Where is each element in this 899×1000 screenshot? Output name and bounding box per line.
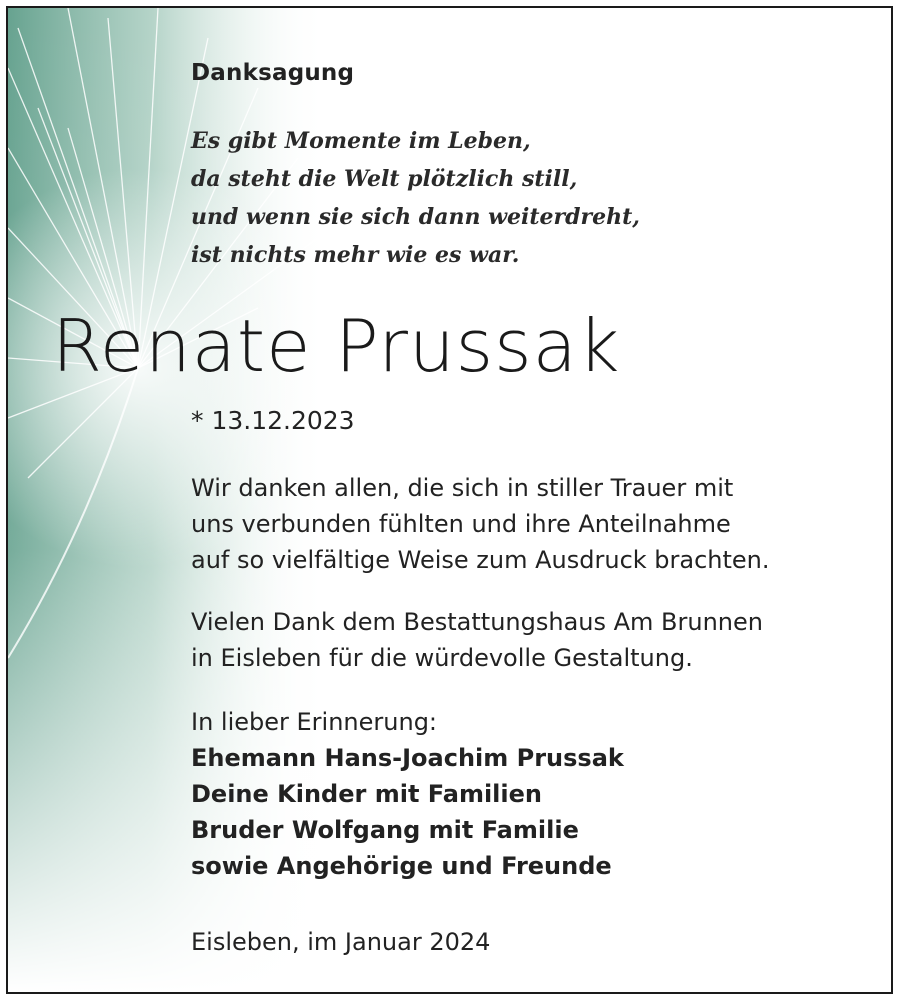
deceased-name: Renate Prussak [52,304,621,388]
funeral-home-line: Vielen Dank dem Bestattungshaus Am Brunnen [191,608,763,636]
obituary-content [8,8,891,992]
thanks-line: uns verbunden fühlten und ihre Anteilnahme [191,510,731,538]
funeral-home-line: in Eisleben für die würdevolle Gestaltung. [191,644,693,672]
mourner-line: Deine Kinder mit Familien [191,780,542,808]
place-and-date: Eisleben, im Januar 2024 [191,928,491,956]
funeral-home-paragraph [191,604,763,676]
birth-date: * 13.12.2023 [191,406,355,435]
mourner-line: sowie Angehörige und Freunde [191,852,612,880]
remembrance-label: In lieber Erinnerung: [191,708,438,736]
poem-line: ist nichts mehr wie es war. [191,242,520,268]
thanks-line: Wir danken allen, die sich in stiller Trauer mit [191,474,734,502]
poem [191,122,640,274]
poem-line: und wenn sie sich dann weiterdreht, [191,204,640,230]
mourner-line: Bruder Wolfgang mit Familie [191,816,579,844]
obituary-card [6,6,893,994]
mourner-line: Ehemann Hans-Joachim Prussak [191,744,624,772]
poem-line: Es gibt Momente im Leben, [191,128,531,154]
thanks-paragraph [191,470,770,578]
thanks-line: auf so vielfältige Weise zum Ausdruck brachten. [191,546,770,574]
poem-line: da steht die Welt plötzlich still, [191,166,578,192]
mourners-block [191,704,624,884]
heading-danksagung: Danksagung [191,60,355,86]
